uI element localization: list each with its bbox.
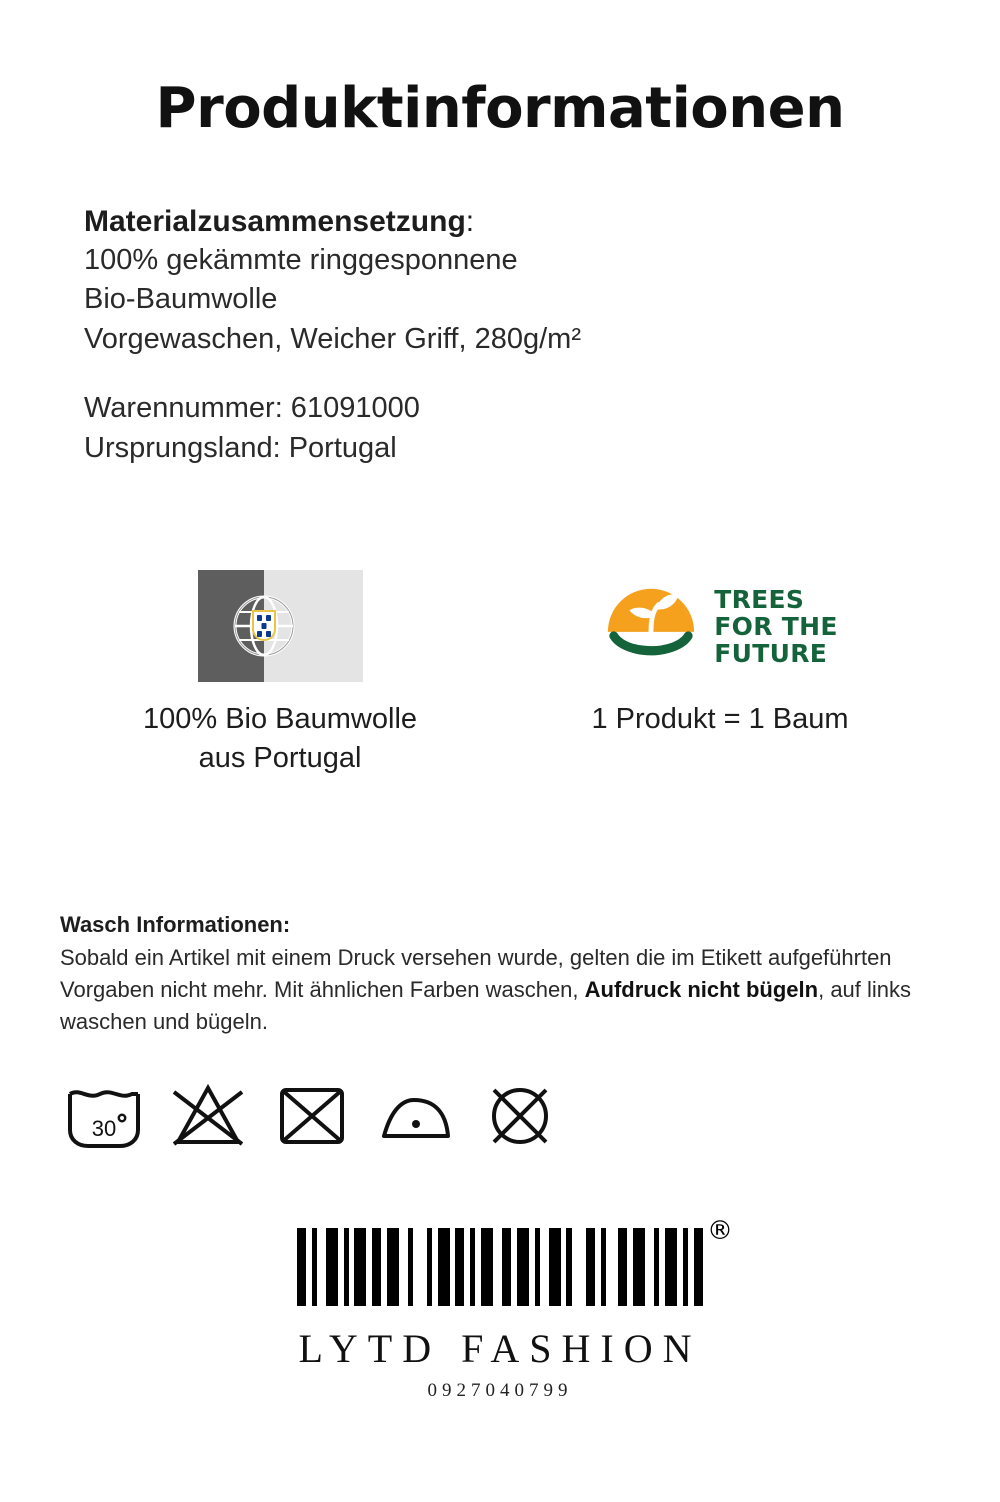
material-composition-heading-label: Materialzusammensetzung — [84, 205, 466, 238]
wash-information-heading: Wasch Informationen: — [60, 912, 291, 937]
badges-row — [60, 570, 940, 778]
brand-name: LYTD FASHION — [298, 1326, 702, 1371]
wash-temperature-label: 30 — [91, 1116, 117, 1141]
barcode-image — [297, 1228, 703, 1306]
badge-caption-line-1: 100% Bio Baumwolle — [142, 703, 418, 735]
tfff-line-2: FOR THE — [714, 611, 838, 641]
material-composition-heading — [84, 205, 904, 239]
wash-text-part-1: Sobald ein Artikel mit einem Druck versehen wurde, gelten die im Etikett aufgeführten Vorgaben nicht mehr. Mit ähnlichen Farben waschen, — [60, 945, 892, 1002]
badge-caption-one-tree — [591, 700, 848, 739]
badge-caption-organic-cotton — [143, 700, 417, 778]
wash-text-bold: Aufdruck nicht bügeln — [584, 976, 819, 1002]
material-spacer — [84, 359, 904, 389]
do-not-tumble-dry-icon — [270, 1078, 354, 1152]
do-not-bleach-icon — [166, 1078, 250, 1152]
barcode-wrapper — [297, 1216, 733, 1306]
badge-caption-line-2: aus Portugal — [198, 742, 362, 775]
wash-information-text — [60, 942, 940, 1038]
badge-organic-cotton-portugal — [60, 570, 500, 778]
material-line-2: Bio-Baumwolle — [84, 283, 278, 316]
goods-number-line: Warennummer: 61091000 — [84, 392, 420, 425]
country-of-origin-line: Ursprungsland: Portugal — [84, 431, 397, 464]
registered-trademark-icon: ® — [707, 1216, 733, 1246]
material-composition-block — [84, 205, 904, 468]
material-composition-heading-colon: : — [465, 205, 475, 238]
trees-for-the-future-wordmark — [714, 586, 837, 667]
trees-for-the-future-logo — [602, 570, 837, 682]
wash-information-block — [60, 912, 940, 1038]
wash-30-degrees-icon — [62, 1078, 146, 1152]
brand-block — [0, 1216, 1000, 1402]
tree-in-hand-icon — [602, 577, 700, 675]
do-not-dry-clean-icon — [478, 1078, 562, 1152]
tfff-line-1: TREES — [714, 584, 805, 614]
badge-one-product-one-tree — [500, 570, 940, 739]
material-line-3: Vorgewaschen, Weicher Griff, 280g/m² — [84, 322, 581, 355]
iron-low-temperature-icon — [374, 1078, 458, 1152]
badge-caption-line-1: 1 Produkt = 1 Baum — [591, 703, 849, 735]
brand-number: 0927040799 — [427, 1380, 573, 1401]
tfff-line-3: FUTURE — [714, 638, 828, 668]
portugal-flag-icon — [198, 570, 363, 682]
page-title: Produktinformationen — [155, 76, 845, 141]
material-line-1: 100% gekämmte ringgesponnene — [84, 244, 518, 276]
care-symbols-row — [62, 1078, 562, 1152]
wash-text-part-2: , auf links waschen und bügeln. — [60, 976, 912, 1034]
